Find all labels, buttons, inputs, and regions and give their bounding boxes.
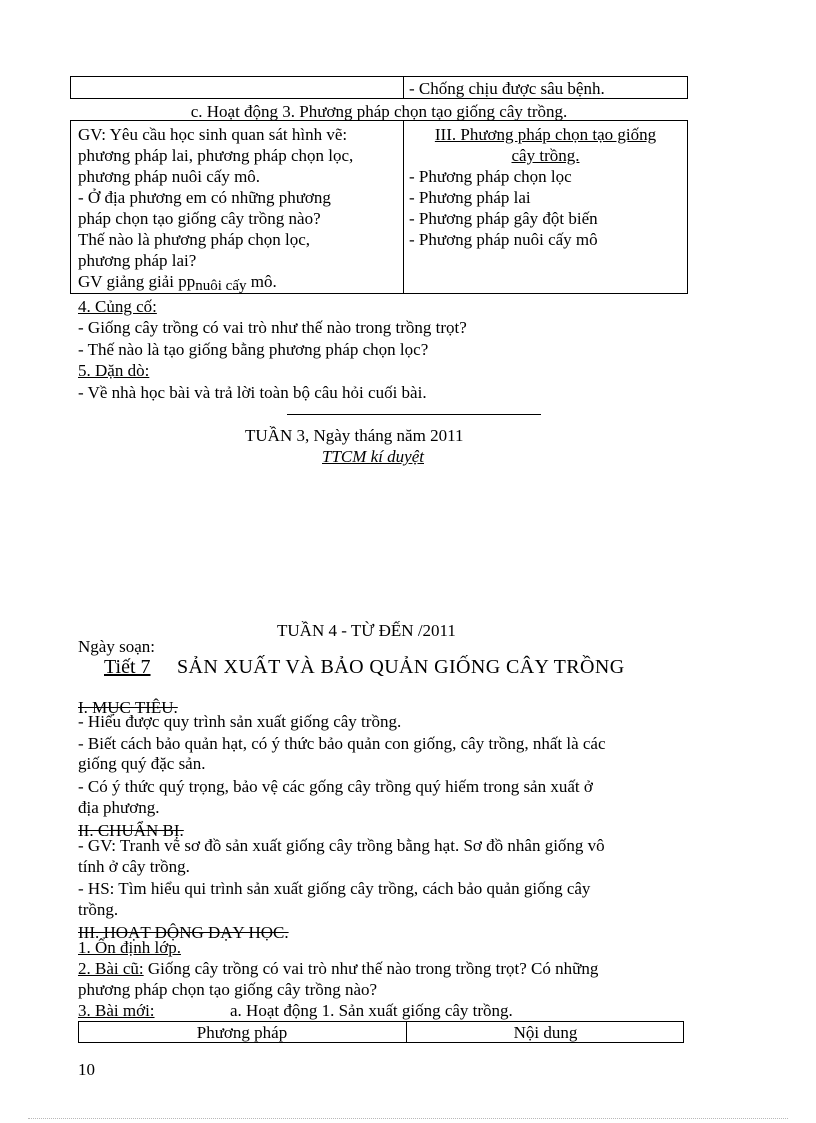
approval-label: TTCM kí duyệt [322,447,424,466]
old-lesson-text: Giống cây trồng có vai trò như thế nào trong trồng trọt? Có những [143,959,599,978]
left-line: phương pháp nuôi cấy mô. [78,167,261,186]
right-item: - Phương pháp gây đột biến [409,209,598,228]
prepare-line: trồng. [78,900,119,919]
week4-title: TUẦN 4 - TỪ ĐẾN /2011 [277,621,456,640]
bottom-table-col2: Nội dung [513,1023,578,1042]
methods-table-left-cell [78,124,353,292]
old-lesson-line-2: phương pháp chọn tạo giống cây trồng nào? [78,980,378,999]
activity3-heading: c. Hoạt động 3. Phương pháp chọn tạo giống cây trồng. [190,102,568,121]
page-bottom-edge [28,1118,788,1119]
old-lesson-label: 2. Bài cũ: [78,959,144,978]
top-table-right-cell: - Chống chịu được sâu bệnh. [409,79,605,98]
objective-line: - Có ý thức quý trọng, bảo vệ các gống cây trồng quý hiếm trong sản xuất ở [78,777,593,796]
page-number: 10 [78,1060,95,1079]
objective-line: địa phương. [78,798,160,817]
right-title: III. Phương pháp chọn tạo giống [434,125,657,144]
lesson-number: Tiết 7 [104,656,151,678]
cungco-item: - Thế nào là tạo giống bằng phương pháp chọn lọc? [78,340,429,359]
left-line: GV: Yêu cầu học sinh quan sát hình vẽ: [78,125,348,144]
left-last-b: nuôi cấy [195,278,247,294]
activities-title: III. HOẠT ĐỘNG DẠY HỌC. [78,923,289,942]
week3-line: TUẦN 3, Ngày tháng năm 2011 [245,426,464,445]
objective-line: - Hiểu được quy trình sản xuất giống cây trồng. [78,712,402,731]
objective-line: giống quý đặc sản. [78,754,206,773]
left-line: Thế nào là phương pháp chọn lọc, [78,230,311,249]
top-table-divider [403,76,404,99]
left-last-a: GV giảng giải pp [78,272,196,291]
left-line: - Ở địa phương em có những phương [78,188,331,207]
bottom-table-col1: Phương pháp [196,1023,288,1042]
right-item: - Phương pháp lai [409,188,531,207]
old-lesson-line [78,958,598,979]
dando-title: 5. Dặn dò: [78,361,150,380]
cungco-item: - Giống cây trồng có vai trò như thế nào trong trồng trọt? [78,318,467,337]
prep-date-label: Ngày soạn: [78,637,155,656]
prepare-line: tính ở cây trồng. [78,857,190,876]
objectives-title: I. MỤC TIÊU. [78,698,178,717]
left-line: phương pháp lai, phương pháp chọn lọc, [78,146,354,165]
new-lesson-text: a. Hoạt động 1. Sản xuất giống cây trồng. [230,1001,513,1020]
methods-table-right-cell [409,124,682,250]
right-item: - Phương pháp chọn lọc [409,167,572,186]
dando-item: - Về nhà học bài và trả lời toàn bộ câu hỏi cuối bài. [78,383,427,402]
right-item: - Phương pháp nuôi cấy mô [409,230,598,249]
objective-line: - Biết cách bảo quản hạt, có ý thức bảo quản con giống, cây trồng, nhất là các [78,734,606,753]
right-title-2: cây trồng. [511,146,580,165]
new-lesson-label: 3. Bài mới: [78,1001,155,1020]
left-line: pháp chọn tạo giống cây trồng nào? [78,209,321,228]
separator-line [287,414,541,415]
prepare-line: - GV: Tranh vẽ sơ đồ sản xuất giống cây trồng bằng hạt. Sơ đồ nhân giống vô [78,836,605,855]
prepare-title: II. CHUẨN BỊ. [78,821,184,840]
stabilize-label: 1. Ổn định lớp. [78,938,181,957]
left-last-c: mô. [246,272,277,291]
cungco-title: 4. Củng cố: [78,297,157,316]
left-line: phương pháp lai? [78,251,197,270]
left-line-last [78,271,353,292]
methods-table-divider [403,120,404,294]
lesson-title: SẢN XUẤT VÀ BẢO QUẢN GIỐNG CÂY TRỒNG [177,656,625,678]
prepare-line: - HS: Tìm hiểu qui trình sản xuất giống cây trồng, cách bảo quản giống cây [78,879,591,898]
